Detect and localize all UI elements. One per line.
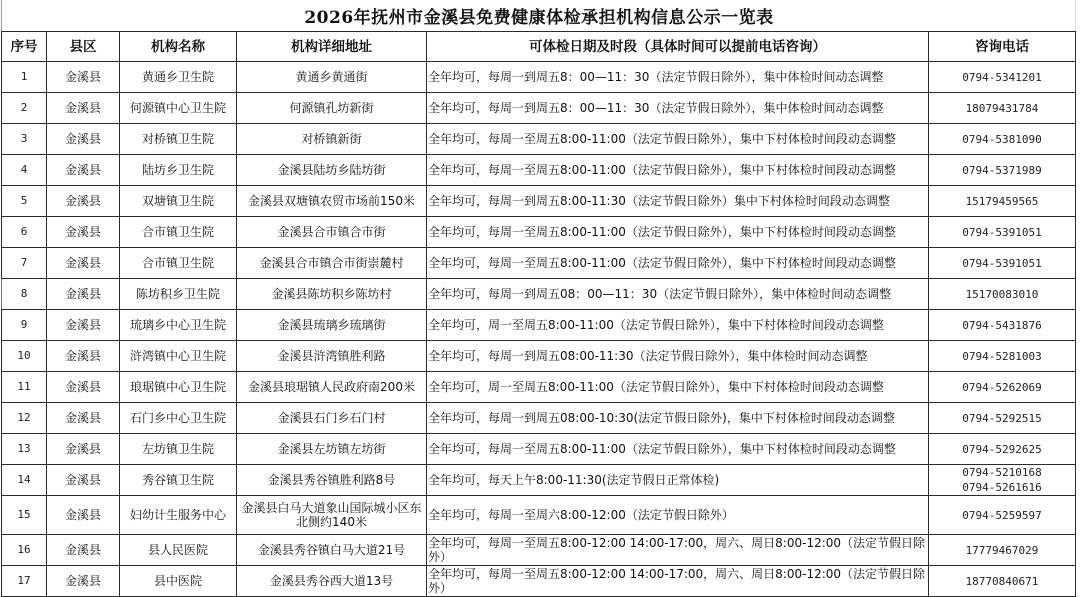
cell-phone[interactable] — [929, 465, 1076, 496]
cell-county[interactable]: 金溪县 — [47, 248, 120, 279]
phone-number: 15179459565 — [965, 194, 1039, 208]
cell-schedule[interactable]: 全年均可，每周一至周五8:00-12:00 14:00-17:00，周六、周日8:00-12:00（法定节假日除外） — [427, 535, 929, 566]
cell-phone[interactable] — [929, 434, 1076, 465]
cell-name[interactable]: 黄通乡卫生院 — [120, 62, 237, 93]
header-row — [2, 32, 1076, 62]
phone-number: 0794-5431876 — [962, 318, 1042, 332]
cell-county[interactable]: 金溪县 — [47, 310, 120, 341]
cell-phone[interactable] — [929, 341, 1076, 372]
table-row — [2, 434, 1076, 465]
cell-schedule[interactable]: 全年均可，每周一至周五8:00-12:00 14:00-17:00，周六、周日8:00-12:00（法定节假日除外） — [427, 566, 929, 597]
table-row — [2, 403, 1076, 434]
cell-schedule[interactable]: 全年均可，每周一到周五08:00-10:30(法定节假日除外)，集中下村体检时间段动态调整 — [427, 403, 929, 434]
cell-no[interactable]: 1 — [2, 62, 47, 93]
phone-number: 0794-5341201 — [962, 70, 1042, 84]
cell-name[interactable]: 琅琚镇中心卫生院 — [120, 372, 237, 403]
cell-schedule[interactable]: 全年均可，每周一至周六8:00-12:00（法定节假日除外） — [427, 496, 929, 535]
cell-county[interactable]: 金溪县 — [47, 217, 120, 248]
cell-county[interactable]: 金溪县 — [47, 62, 120, 93]
phone-number: 0794-5391051 — [962, 225, 1042, 239]
table-row — [2, 62, 1076, 93]
phone-number: 0794-5292515 — [962, 411, 1042, 425]
cell-name[interactable]: 秀谷镇卫生院 — [120, 465, 237, 496]
cell-name[interactable]: 妇幼计生服务中心 — [120, 496, 237, 535]
table-row — [2, 279, 1076, 310]
cell-address[interactable]: 金溪县秀谷西大道13号 — [237, 566, 427, 597]
cell-schedule[interactable]: 全年均可，每周一到周五8:00-11:30（法定节假日除外）集中下村体检时间段动态调整 — [427, 186, 929, 217]
header-county[interactable]: 县区 — [47, 32, 120, 62]
cell-no[interactable]: 5 — [2, 186, 47, 217]
cell-name[interactable]: 陆坊乡卫生院 — [120, 155, 237, 186]
cell-schedule[interactable]: 全年均可，每周一到周五8：00—11：30（法定节假日除外），集中体检时间动态调整 — [427, 62, 929, 93]
cell-address[interactable]: 金溪县陈坊积乡陈坊村 — [237, 279, 427, 310]
table-row — [2, 186, 1076, 217]
cell-no[interactable]: 3 — [2, 124, 47, 155]
cell-name[interactable]: 合市镇卫生院 — [120, 217, 237, 248]
cell-address[interactable]: 金溪县石门乡石门村 — [237, 403, 427, 434]
phone-number: 18079431784 — [965, 101, 1039, 115]
cell-county[interactable]: 金溪县 — [47, 124, 120, 155]
cell-phone[interactable] — [929, 248, 1076, 279]
table-row — [2, 465, 1076, 496]
cell-address[interactable]: 金溪县合市镇合市街 — [237, 217, 427, 248]
cell-schedule[interactable]: 全年均可，每周一至周五8:00-11:00（法定节假日除外），集中下村体检时间段动态调整 — [427, 434, 929, 465]
cell-phone[interactable] — [929, 535, 1076, 566]
phone-number: 0794-5262069 — [962, 380, 1042, 394]
table-row — [2, 535, 1076, 566]
cell-address[interactable]: 金溪县秀谷镇白马大道21号 — [237, 535, 427, 566]
cell-address[interactable]: 金溪县琉璃乡琉璃街 — [237, 310, 427, 341]
header-phone[interactable]: 咨询电话 — [929, 32, 1076, 62]
cell-county[interactable]: 金溪县 — [47, 566, 120, 597]
cell-name[interactable]: 左坊镇卫生院 — [120, 434, 237, 465]
phone-number: 0794-5292625 — [962, 442, 1042, 456]
phone-number: 0794-5371989 — [962, 163, 1042, 177]
header-schedule[interactable]: 可体检日期及时段（具体时间可以提前电话咨询） — [427, 32, 929, 62]
cell-county[interactable]: 金溪县 — [47, 434, 120, 465]
cell-county[interactable]: 金溪县 — [47, 465, 120, 496]
cell-schedule[interactable]: 全年均可，每周一到周五08:00-11:30（法定节假日除外），集中体检时间动态调整 — [427, 341, 929, 372]
table-row — [2, 93, 1076, 124]
cell-county[interactable]: 金溪县 — [47, 155, 120, 186]
cell-county[interactable]: 金溪县 — [47, 403, 120, 434]
table-row — [2, 341, 1076, 372]
table-row — [2, 155, 1076, 186]
cell-phone[interactable] — [929, 566, 1076, 597]
cell-address[interactable]: 金溪县秀谷镇胜利路8号 — [237, 465, 427, 496]
phone-number: 0794-5210168 — [962, 466, 1042, 479]
cell-phone[interactable] — [929, 496, 1076, 535]
cell-address[interactable]: 何源镇孔坊新街 — [237, 93, 427, 124]
table-row — [2, 372, 1076, 403]
table-title[interactable]: 2026年抚州市金溪县免费健康体检承担机构信息公示一览表 — [1, 0, 1076, 31]
cell-name[interactable]: 陈坊积乡卫生院 — [120, 279, 237, 310]
cell-no[interactable]: 9 — [2, 310, 47, 341]
cell-county[interactable]: 金溪县 — [47, 341, 120, 372]
cell-county[interactable]: 金溪县 — [47, 186, 120, 217]
cell-address[interactable]: 金溪县浒湾镇胜利路 — [237, 341, 427, 372]
header-address[interactable]: 机构详细地址 — [237, 32, 427, 62]
cell-schedule[interactable]: 全年均可，每周一至周五8:00-11:00（法定节假日除外），集中下村体检时间段动态调整 — [427, 248, 929, 279]
phone-number: 0794-5261616 — [962, 481, 1042, 494]
phone-number: 0794-5281003 — [962, 349, 1042, 363]
phone-number: 0794-5381090 — [962, 132, 1042, 146]
cell-address[interactable]: 金溪县左坊镇左坊街 — [237, 434, 427, 465]
cell-name[interactable]: 琉璃乡中心卫生院 — [120, 310, 237, 341]
cell-no[interactable]: 7 — [2, 248, 47, 279]
cell-name[interactable]: 浒湾镇中心卫生院 — [120, 341, 237, 372]
cell-schedule[interactable]: 全年均可，每天上午8:00-11:30(法定节假日正常体检) — [427, 465, 929, 496]
cell-no[interactable]: 2 — [2, 93, 47, 124]
cell-no[interactable]: 15 — [2, 496, 47, 535]
cell-address[interactable]: 金溪县琅琚镇人民政府南200米 — [237, 372, 427, 403]
cell-phone[interactable] — [929, 62, 1076, 93]
cell-address[interactable]: 金溪县双塘镇农贸市场前150米 — [237, 186, 427, 217]
table-row — [2, 566, 1076, 597]
cell-name[interactable]: 县人民医院 — [120, 535, 237, 566]
cell-no[interactable]: 8 — [2, 279, 47, 310]
header-no[interactable]: 序号 — [2, 32, 47, 62]
cell-no[interactable]: 12 — [2, 403, 47, 434]
cell-schedule[interactable]: 全年均可，每周一至周五8:00-11:00（法定节假日除外），集中下村体检时间段动态调整 — [427, 124, 929, 155]
cell-county[interactable]: 金溪县 — [47, 279, 120, 310]
phone-number: 18770840671 — [965, 574, 1039, 588]
table-row — [2, 217, 1076, 248]
cell-no[interactable]: 16 — [2, 535, 47, 566]
cell-no[interactable]: 13 — [2, 434, 47, 465]
cell-county[interactable]: 金溪县 — [47, 535, 120, 566]
table-row — [2, 248, 1076, 279]
cell-schedule[interactable]: 全年均可，周一至周五8:00-11:00（法定节假日除外），集中下村体检时间段动态调整 — [427, 372, 929, 403]
cell-no[interactable]: 14 — [2, 465, 47, 496]
cell-phone[interactable] — [929, 186, 1076, 217]
cell-no[interactable]: 10 — [2, 341, 47, 372]
table-row — [2, 496, 1076, 535]
cell-no[interactable]: 11 — [2, 372, 47, 403]
phone-number: 0794-5391051 — [962, 256, 1042, 270]
cell-phone[interactable] — [929, 279, 1076, 310]
cell-phone[interactable] — [929, 403, 1076, 434]
institution-table — [1, 31, 1076, 597]
cell-phone[interactable] — [929, 124, 1076, 155]
cell-name[interactable]: 石门乡中心卫生院 — [120, 403, 237, 434]
cell-name[interactable]: 对桥镇卫生院 — [120, 124, 237, 155]
cell-county[interactable]: 金溪县 — [47, 93, 120, 124]
cell-schedule[interactable]: 全年均可，周一至周五8:00-11:00（法定节假日除外），集中下村体检时间段动态调整 — [427, 310, 929, 341]
cell-phone[interactable] — [929, 310, 1076, 341]
cell-no[interactable]: 6 — [2, 217, 47, 248]
cell-schedule[interactable]: 全年均可，每周一到周五08：00—11：30（法定节假日除外），集中体检时间动态调整 — [427, 279, 929, 310]
cell-address[interactable]: 金溪县陆坊乡陆坊街 — [237, 155, 427, 186]
cell-name[interactable]: 何源镇中心卫生院 — [120, 93, 237, 124]
cell-phone[interactable] — [929, 155, 1076, 186]
cell-address[interactable]: 对桥镇新街 — [237, 124, 427, 155]
cell-schedule[interactable]: 全年均可，每周一至周五8:00-11:00（法定节假日除外），集中下村体检时间段动态调整 — [427, 155, 929, 186]
cell-no[interactable]: 4 — [2, 155, 47, 186]
phone-number: 0794-5259597 — [962, 508, 1042, 522]
phone-number: 17779467029 — [965, 543, 1039, 557]
table-row — [2, 310, 1076, 341]
cell-schedule[interactable]: 全年均可，每周一到周五8：00—11：30（法定节假日除外），集中体检时间动态调整 — [427, 93, 929, 124]
header-name[interactable]: 机构名称 — [120, 32, 237, 62]
cell-address[interactable]: 金溪县合市镇合市街崇麓村 — [237, 248, 427, 279]
cell-phone[interactable] — [929, 217, 1076, 248]
cell-name[interactable]: 县中医院 — [120, 566, 237, 597]
cell-phone[interactable] — [929, 93, 1076, 124]
cell-schedule[interactable]: 全年均可，每周一至周五8:00-11:00（法定节假日除外），集中下村体检时间段动态调整 — [427, 217, 929, 248]
cell-phone[interactable] — [929, 372, 1076, 403]
cell-address[interactable]: 金溪县白马大道象山国际城小区东北侧约140米 — [237, 496, 427, 535]
cell-county[interactable]: 金溪县 — [47, 372, 120, 403]
table-row — [2, 124, 1076, 155]
phone-number: 15170083010 — [965, 287, 1039, 301]
cell-address[interactable]: 黄通乡黄通街 — [237, 62, 427, 93]
cell-county[interactable]: 金溪县 — [47, 496, 120, 535]
cell-no[interactable]: 17 — [2, 566, 47, 597]
cell-name[interactable]: 合市镇卫生院 — [120, 248, 237, 279]
cell-name[interactable]: 双塘镇卫生院 — [120, 186, 237, 217]
